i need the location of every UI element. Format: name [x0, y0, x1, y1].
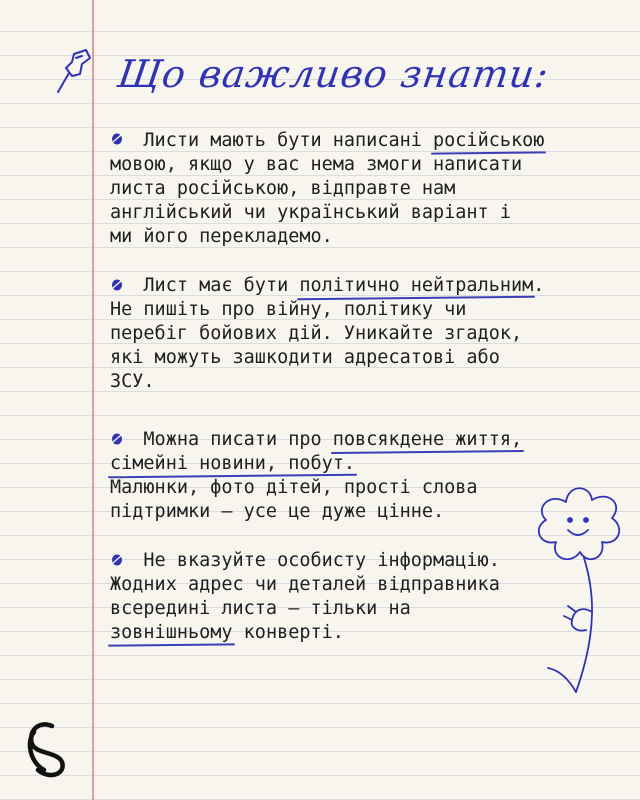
paragraph-text: мовою, якщо у вас нема змоги написати листа російською, відправте нам англійський чи український варіант і ми його перекладемо.	[110, 154, 523, 247]
page-title: Що важливо знати:	[114, 52, 552, 96]
underlined-phrase: зовнішньому	[110, 622, 233, 643]
paragraph-text: Листи мають бути написані	[143, 130, 434, 151]
info-paragraph-neutrality	[110, 274, 610, 394]
underlined-phrase: повсякдене життя,	[332, 429, 523, 450]
info-paragraph-language	[110, 129, 610, 249]
cs-logo	[22, 718, 72, 780]
paragraph-text: . Не пишіть про війну, політику чи перебіг бойових дій. Уникайте згадок, які можуть зашкодити адресатові або ЗСУ.	[110, 275, 545, 392]
underlined-phrase: політично нейтральним	[299, 275, 534, 296]
pushpin-icon	[52, 46, 98, 98]
paragraph-text: Малюнки, фото дітей, прості слова підтримки — усе це дуже цінне.	[110, 477, 478, 522]
underlined-phrase: російською	[433, 130, 545, 151]
smiling-flower-doodle	[528, 480, 628, 705]
paragraph-text: Не вказуйте особисту інформацію. Жодних адрес чи деталей відправника всередині листа — тільки на	[110, 550, 500, 619]
paragraph-text: Можна писати про	[143, 429, 333, 450]
underlined-phrase: сімейні новини, побут.	[110, 453, 356, 474]
page-margin-line	[92, 0, 94, 800]
paragraph-text: Лист має бути	[143, 275, 300, 296]
paragraph-text: конверті.	[232, 622, 344, 643]
